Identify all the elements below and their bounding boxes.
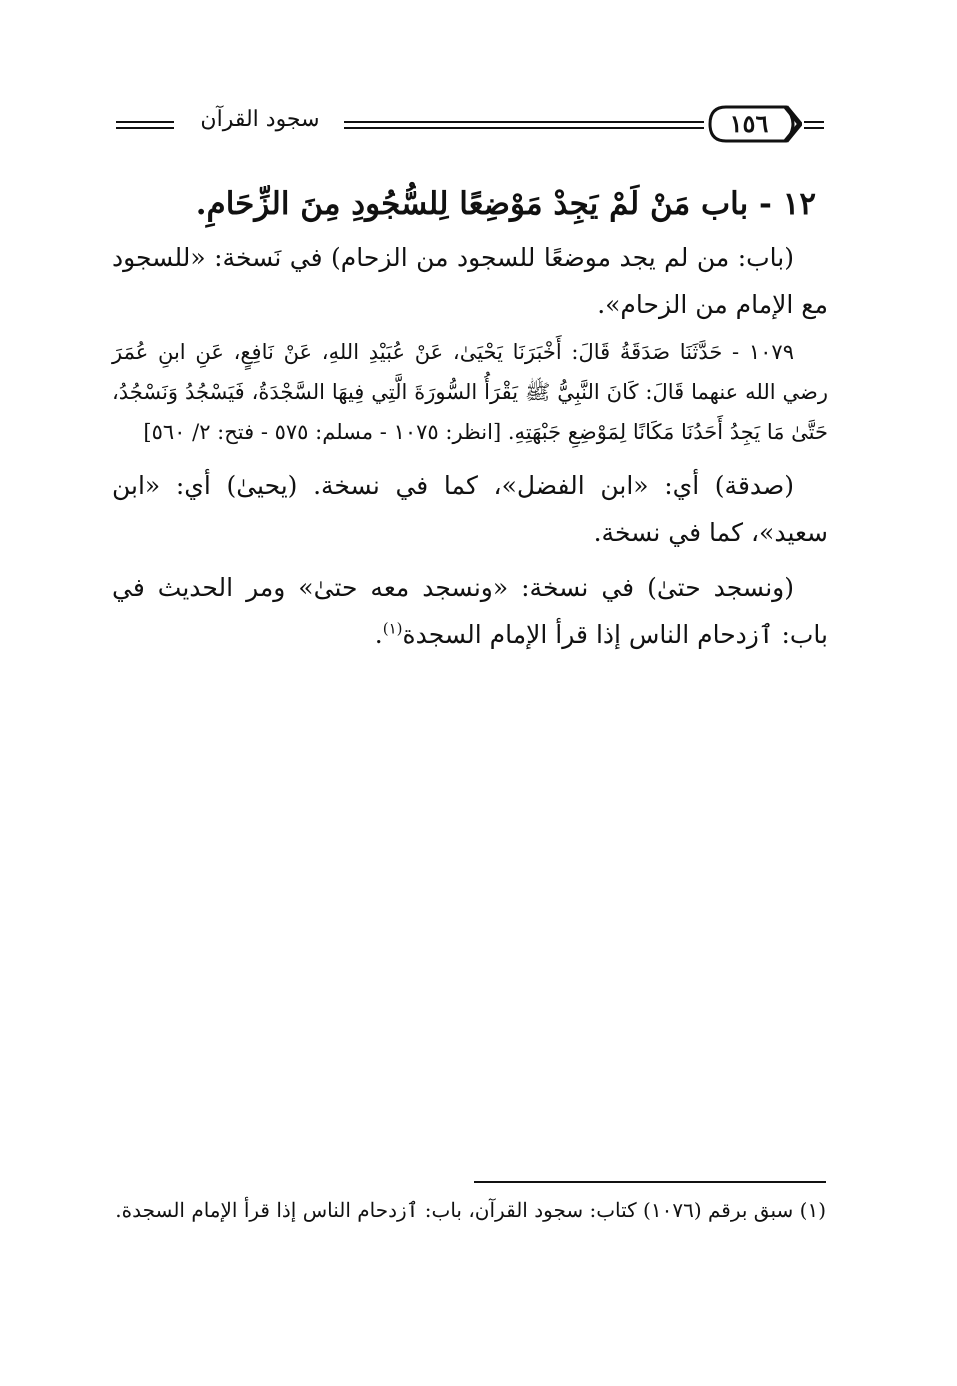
- running-title: سجود القرآن: [200, 107, 320, 132]
- page-number-badge: [706, 104, 802, 144]
- commentary-paragraph-1: (باب: من لم يجد موضعًا للسجود من الزحام) في نَسخة: «للسجود مع الإمام من الزحام».: [112, 243, 828, 319]
- footnote-separator: [474, 1181, 826, 1183]
- header-rule-middle: [344, 121, 704, 129]
- commentary-paragraph-3-text: (ونسجد حتىٰ) في نسخة: «ونسجد معه حتىٰ» ومر الحديث في باب: ٱزدحام الناس إذا قرأ الإمام السجدة: [112, 573, 828, 649]
- footnote-reference: (١): [382, 619, 403, 638]
- header-rule-left: [116, 121, 174, 129]
- commentary-paragraph-3-end: .: [374, 620, 383, 649]
- page-number: ١٥٦: [729, 109, 769, 138]
- commentary-paragraph-3: [112, 564, 828, 658]
- commentary-paragraph-2: (صدقة) أي: «ابن الفضل»، كما في نسخة. (يحيىٰ) أي: «ابن سعيد»، كما في نسخة.: [112, 471, 828, 547]
- header-rule-right: [804, 121, 824, 129]
- hadith-text: ١٠٧٩ - حَدَّثَنَا صَدَقَةُ قَالَ: أَخْبَرَنَا يَحْيَىٰ، عَنْ عُبَيْدِ اللهِ، عَنْ نَافِعٍ، عَنِ ابنِ عُمَرَ رضي الله عنهما قَالَ: كَانَ النَّبِيُّ ﷺ يَقْرَأُ السُّورَةَ الَّتِي فِيهَا السَّجْدَةُ، فَيَسْجُدُ وَنَسْجُدُ، حَتَّىٰ مَا يَجِدُ أَحَدُنَا مَكَانًا لِمَوْضِعِ جَبْهَتِهِ. [انظر: ١٠٧٥ - مسلم: ٥٧٥ - فتح: ٢/ ٥٦٠]: [112, 340, 828, 444]
- running-header: [116, 102, 824, 148]
- chapter-heading: ١٢ - باب مَنْ لَمْ يَجِدْ مَوْضِعًا لِلسُّجُودِ مِنَ الزِّحَامِ.: [195, 186, 816, 222]
- footnote-text: (١) سبق برقم (١٠٧٦) كتاب: سجود القرآن، باب: ٱزدحام الناس إذا قرأ الإمام السجدة.: [115, 1198, 826, 1222]
- page-body: [112, 178, 828, 658]
